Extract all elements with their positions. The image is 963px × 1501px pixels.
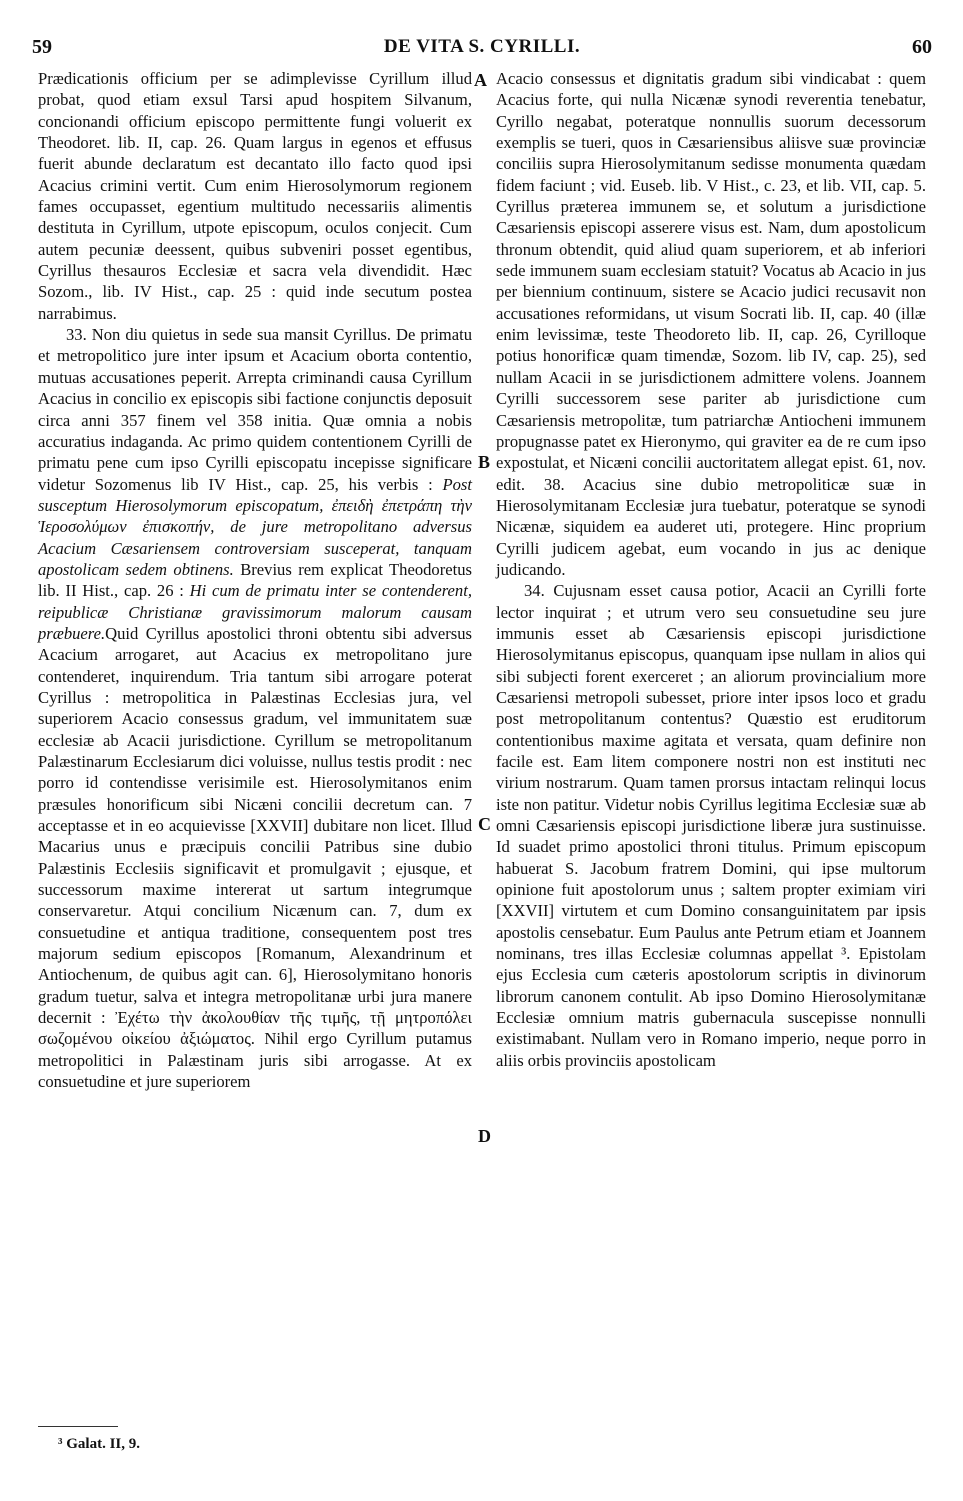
paragraph: Prædicationis officium per se adimplevisse Cyrillum illud probat, quod etiam exsul Tarsi apud hospitem Silvanum, concionandi officium episcopo permittente fungi voluerit ex Theodoret. lib. II, cap. 26. Quam largus in egenos et effusus fuerit abunde declaratum est decantato illo facto quod ipsi Acacius crimini vertit. Cum enim Hierosolymorum regionem fames occupasset, egentium multitudo necessariis alimentis destituta in Cyrillum, utpote episcopum, oculos conjecit. Cum autem pecuniæ deessent, quibus subveniri posset egentibus, Cyrillus thesauros Ecclesiæ et sacra vela divendidit. Hæc Sozom., lib. IV Hist., cap. 25 : quid inde secutum postea narrabimus. <box>38 69 472 323</box>
right-column <box>496 68 926 1071</box>
page-number-left: 59 <box>32 36 52 58</box>
running-title: DE VITA S. CYRILLI. <box>383 36 581 57</box>
margin-marker-d: D <box>478 1126 491 1146</box>
page-number-right: 60 <box>912 36 932 58</box>
text-run: Quid Cyrillus apostolici throni obtentu sibi adversus Acacium arrogaret, aut Acacius ex metropolitano jure contenderet, inquirendum. Tria tantum sibi arrogare poterat Cyrillus : metropolitica in Palæstinas Ecclesias jura, vel superiorem Acacio consessus gradum, vel immunitatem suæ ecclesiæ ab Acacii jurisdictione. Cyrillum se metropolitanum Palæstinarum Ecclesiarum dici voluisse, nullus testis prodit : nec porro id contendisse verisimile est. Hierosolymitanos enim præsules honorificum sibi Nicæni concilii decretum can. 7 acceptasse et in eo acquievisse [XXVII] dubitare non licet. Illud Macarius unus e præcipuis concilii Patribus sine dubio Palæstinis Ecclesiis significavit et promulgavit ; ejusque, et successorum maxime intererat ut sartum integrumque conservaretur. Atqui concilium Nicænum can. 7, dum ex consuetudine et antiqua traditione, consequentem post tres majorum sedium episcopos [Romanum, Alexandrinum et Antiochenum, de quibus agit can. 6], Hierosolymitano honoris gradum tuetur, salva et integra metropolitanæ urbi jura manere decernit : Ἐχέτω τὴν ἀκολουθίαν τῆς τιμῆς, τῇ μητροπόλει σωζομένου οἰκείου ἀξιώματος. Nihil ergo Cyrillum putamus metropolitici in Palæstinam juris sibi arrogasse. At ex consuetudine et jure superiorem <box>38 623 472 1092</box>
quote-theodoretus: Hi cum de primatu inter se contenderent, reipublicæ Christianæ gravissimorum malorum causam præbuere. <box>38 581 472 643</box>
footnote-rule <box>38 1426 118 1427</box>
footnote: ³ Galat. II, 9. <box>58 1436 141 1452</box>
text-run: Brevius rem explicat Theodoretus lib. II Hist., cap. 26 : <box>38 559 472 601</box>
margin-marker-c: C <box>478 814 491 834</box>
running-header <box>32 36 932 66</box>
left-column <box>38 68 472 1093</box>
margin-marker-a: A <box>474 70 487 90</box>
margin-marker-b: B <box>478 452 491 472</box>
quote-sozomenus: Post susceptum Hierosolymorum episcopatum, ἐπειδὴ ἐπετράπη τὴν Ἱεροσολύμων ἐπισκοπήν, de jure metropolitano adversus Acacium Cæsariensem controversiam susceperat, tanquam apostolicam sedem obtinens. <box>38 474 473 579</box>
paragraph-34: 34. Cujusnam esset causa potior, Acacii an Cyrilli forte lector inquirat ; et utrum vero seu consuetudine seu jure immunis esset ab Cæsariensis episcopi jurisdictione Hierosolymitanus episcopus, quanquam ipse nullam in alios qui sibi subjecti forent exerceret ; an aliorum provincialium more Cæsariensi metropoli subesset, priore inter ipsos loco et gradu post metropolitanum contentus? Quæstio est eruditorum contentionibus maxime agitata et versata, quam definire non facile est. Eam litem componere nostri non est instituti nec virium nostrarum. Quam tamen prorsus intactam relinqui locus iste non patitur. Videtur nobis Cyrillus legitima Ecclesiæ suæ ab omni Cæsariensis episcopi jurisdictione liberæ jura sustinuisse. Id suadet primo apostolici throni titulus. Primum episcopum habuerat S. Jacobum fratrem Domini, qui ipse multorum opinione fuit apostolorum unus ; saltem propter eximiam viri [XXVII] virtutem et cum Domino consanguinitatem par ipsis apostolis censebatur. Eum Paulus ante Petrum etiam et Joannem nominans, tres illas Ecclesiæ columnas appellat ³. Epistolam ejus Ecclesia cum cæteris apostolorum scriptis in divinorum librorum canonem contulit. Ab ipso Domino Hierosolymitanæ Ecclesiæ omnium matris gubernacula suscepisse nonnulli existimabant. Nullam vero in Romano imperio, neque porro in aliis orbis provinciis apostolicam <box>496 581 926 1070</box>
paragraph: Acacio consessus et dignitatis gradum sibi vindicabat : quem Acacius forte, qui nulla Nicænæ synodi reverentia tenebatur, Cyrillo negabat, poteratque nonnullis suorum decessorum exemplis se tueri, quos in Cæsariensibus aliisve suæ provinciæ conciliis supra Hierosolymitanum sedisse monumenta quædam fidem faciunt ; vid. Euseb. lib. V Hist., c. 23, et lib. VII, cap. 5. Cyrillus præterea immunem se, et solutum a jurisdictione Cæsariensis episcopi asserere visus est. Nam, dum apostolicum thronum obtendit, quid aliud quam superiorem, et ab inferiori sede immunem suam ecclesiam statuit? Vocatus ab Acacio in jus per biennium continuum, sistere se Acacio judici recusavit non accusationes reformidans, ut visum Socrati lib. II, cap. 40 (illæ enim levissimæ, teste Theodoreto lib. II, cap. 26, Cyrilloque potius honorificæ quam timendæ, Sozom. lib IV, cap. 25), sed nullam Acacii in se jurisdictionem admittere volens. Joannem Cyrilli successorem sese pariter ab jurisdictione cum Cæsariensis metropolitæ, tum patriarchæ Antiocheni immunem propugnasse patet ex Hieronymo, qui graviter ea de re cum ipso expostulat, et Nicæni concilii auctoritatem allegat epist. 61, nov. edit. 38. Acacius sine dubio metropoliticæ suæ in Hierosolymitanam Ecclesiæ jura tuebatur, poteratque se synodi Nicænæ, siquidem ea auderet uti, protegere. Hinc proprium Cyrilli judicem agebat, eum vocando in jus ac denique judicando. <box>496 69 926 579</box>
text-run: 33. Non diu quietus in sede sua mansit Cyrillus. De primatu et metropolitico jure inter ipsum et Acacium oborta contentio, mutuas accusationes peperit. Arrepta criminandi causa Cyrillum Acacius in concilio ex episcopis sibi factione conjunctis deposuit circa anni 357 finem vel 358 initia. Quæ omnia a nobis accuratius indaganda. Ac primo quidem contentionem Cyrilli de primatu pene cum ipso Cyrilli episcopatu incepisse significare videtur Sozomenus lib IV Hist., cap. 25, his verbis : <box>38 325 472 494</box>
paragraph-33 <box>38 324 472 1092</box>
